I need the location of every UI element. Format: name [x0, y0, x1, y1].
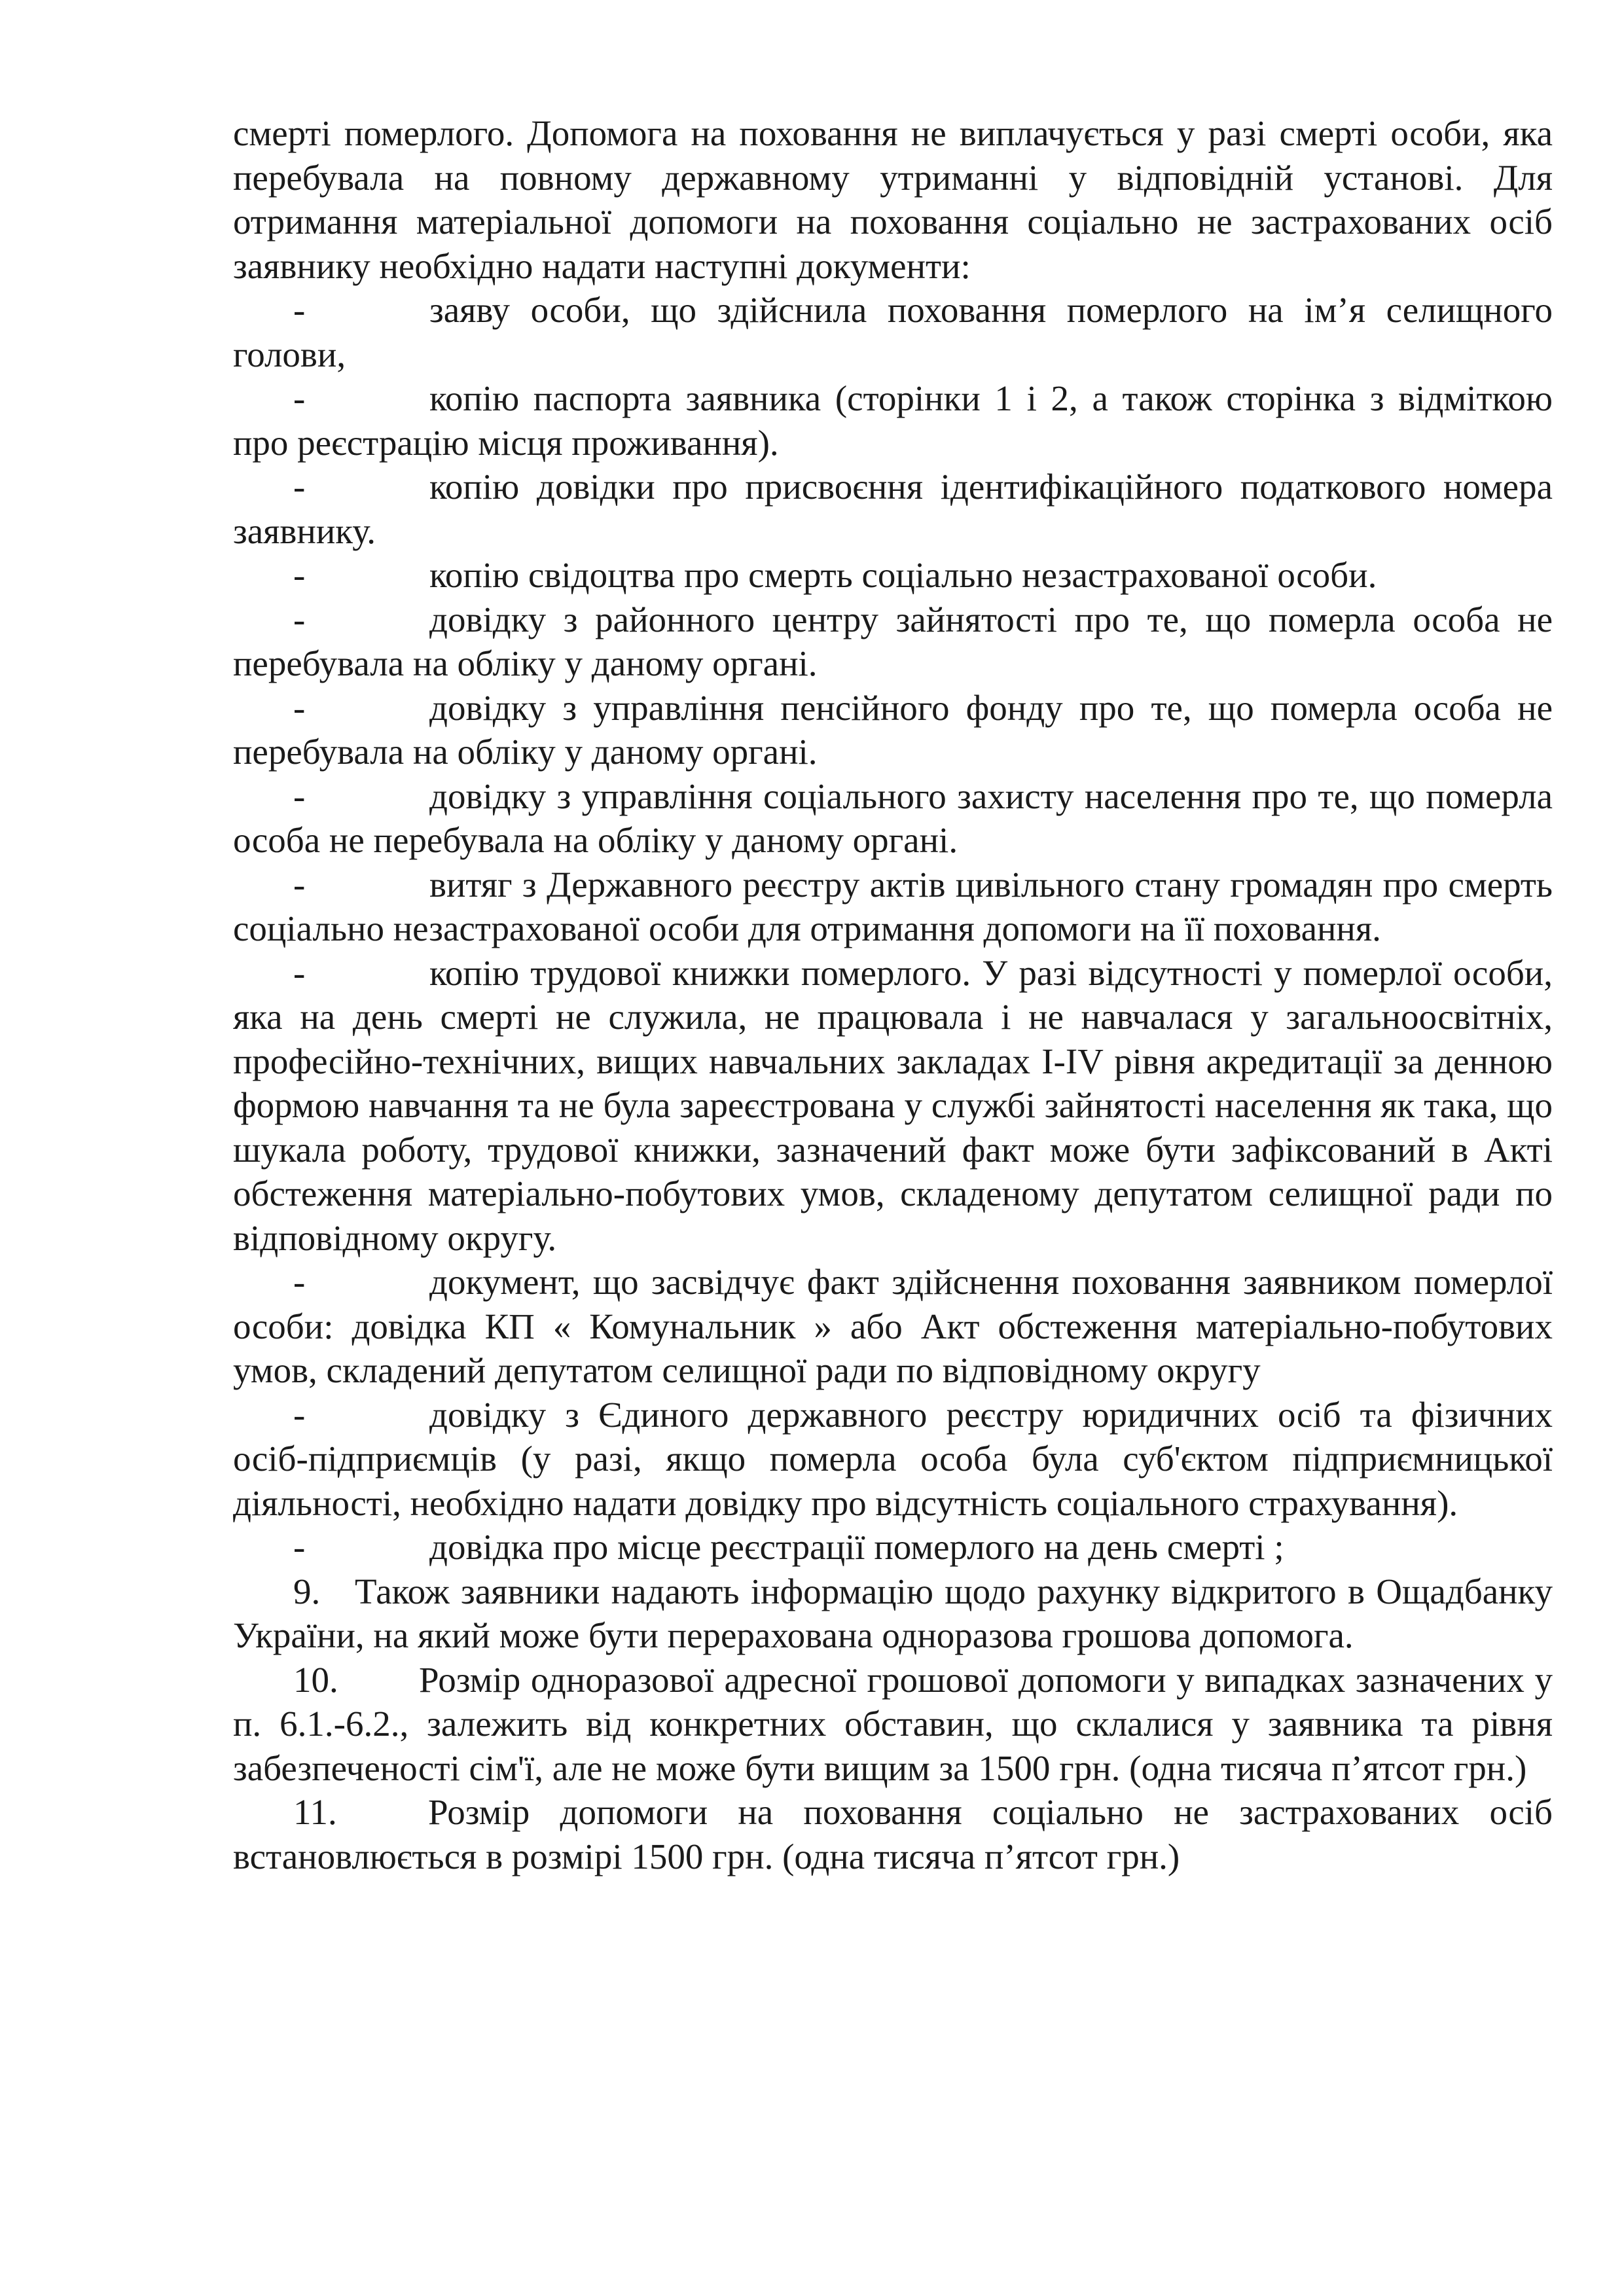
bullet-dash: -	[293, 952, 306, 993]
list-item-text: довідку з районного центру зайнятості про те, що померла особа не перебувала на обліку у даному органі.	[233, 599, 1553, 683]
clause-9	[233, 1570, 1553, 1658]
list-item-text: витяг з Державного реєстру актів цивільного стану громадян про смерть соціально незастрахованої особи для отримання допомоги на її поховання.	[233, 864, 1553, 948]
list-item	[233, 553, 1553, 598]
clause-11	[233, 1790, 1553, 1878]
list-item-text: копію паспорта заявника (сторінки 1 і 2, а також сторінка з відміткою про реєстрацію місця проживання).	[233, 378, 1553, 463]
clause-number: 10.	[293, 1659, 338, 1700]
list-item	[233, 774, 1553, 863]
bullet-dash: -	[293, 467, 306, 507]
bullet-dash: -	[293, 687, 306, 728]
clause-text: Також заявники надають інформацію щодо рахунку відкритого в Ощадбанку України, на який може бути перерахована одноразова грошова допомога.	[233, 1571, 1553, 1655]
clause-number: 11.	[293, 1792, 337, 1832]
list-item	[233, 1260, 1553, 1393]
bullet-dash: -	[293, 1527, 306, 1567]
list-item-text: копію довідки про присвоєння ідентифікаційного податкового номера заявнику.	[233, 467, 1553, 551]
bullet-dash: -	[293, 599, 306, 639]
list-item-text: довідку з управління пенсійного фонду про те, що померла особа не перебувала на обліку у даному органі.	[233, 687, 1553, 772]
list-item	[233, 598, 1553, 686]
clause-number: 9.	[293, 1571, 321, 1611]
list-item	[233, 1525, 1553, 1570]
list-item	[233, 1393, 1553, 1526]
list-item-text: довідка про місце реєстрації померлого на день смерті ;	[429, 1527, 1284, 1567]
list-item	[233, 465, 1553, 553]
list-item-text: довідку з Єдиного державного реєстру юридичних осіб та фізичних осіб-підприємців (у разі, якщо померла особа була суб'єктом підприємницької діяльності, необхідно надати довідку про відсутність соціального страхування).	[233, 1394, 1553, 1523]
bullet-dash: -	[293, 864, 306, 905]
bullet-dash: -	[293, 378, 306, 418]
list-item	[233, 951, 1553, 1261]
bullet-dash: -	[293, 776, 306, 816]
list-item-text: копію свідоцтва про смерть соціально незастрахованої особи.	[429, 555, 1377, 595]
list-item	[233, 686, 1553, 774]
bullet-dash: -	[293, 555, 306, 595]
bullet-dash: -	[293, 290, 306, 330]
clause-text: Розмір одноразової адресної грошової допомоги у випадках зазначених у п. 6.1.-6.2., залежить від конкретних обставин, що склалися у заявника та рівня забезпеченості сім'ї, але не може бути вищим за 1500 грн. (одна тисяча п’ятсот грн.)	[233, 1659, 1553, 1788]
list-item	[233, 863, 1553, 951]
clause-text: Розмір допомоги на поховання соціально не застрахованих осіб встановлюється в розмірі 1500 грн. (одна тисяча п’ятсот грн.)	[233, 1792, 1553, 1876]
intro-paragraph: смерті померлого. Допомога на поховання не виплачується у разі смерті особи, яка перебувала на повному державному утриманні у відповідній установі. Для отримання матеріальної допомоги на поховання соціально не застрахованих осіб заявнику необхідно надати наступні документи:	[233, 113, 1553, 286]
list-item-text: заяву особи, що здійснила поховання померлого на ім’я селищного голови,	[233, 290, 1553, 374]
list-item-text: документ, що засвідчує факт здійснення поховання заявником померлої особи: довідка КП « Комунальник » або Акт обстеження матеріально-побутових умов, складений депутатом селищної ради по відповідному округу	[233, 1262, 1553, 1390]
list-item	[233, 376, 1553, 465]
bullet-dash: -	[293, 1394, 306, 1435]
list-item-text: довідку з управління соціального захисту населення про те, що померла особа не перебувала на обліку у даному органі.	[233, 776, 1553, 860]
bullet-dash: -	[293, 1262, 306, 1302]
required-documents-list	[233, 288, 1553, 1570]
document-page	[233, 111, 1553, 1878]
list-item	[233, 288, 1553, 376]
numbered-clauses	[233, 1570, 1553, 1879]
list-item-text: копію трудової книжки померлого. У разі відсутності у померлої особи, яка на день смерті не служила, не працювала і не навчалася у загальноосвітніх, професійно-технічних, вищих навчальних закладах I-IV рівня акредитації за денною формою навчання та не була зареєстрована у службі зайнятості населення як така, що шукала роботу, трудової книжки, зазначений факт може бути зафіксований в Акті обстеження матеріально-побутових умов, складеному депутатом селищної ради по відповідному округу.	[233, 952, 1553, 1258]
clause-10	[233, 1658, 1553, 1791]
